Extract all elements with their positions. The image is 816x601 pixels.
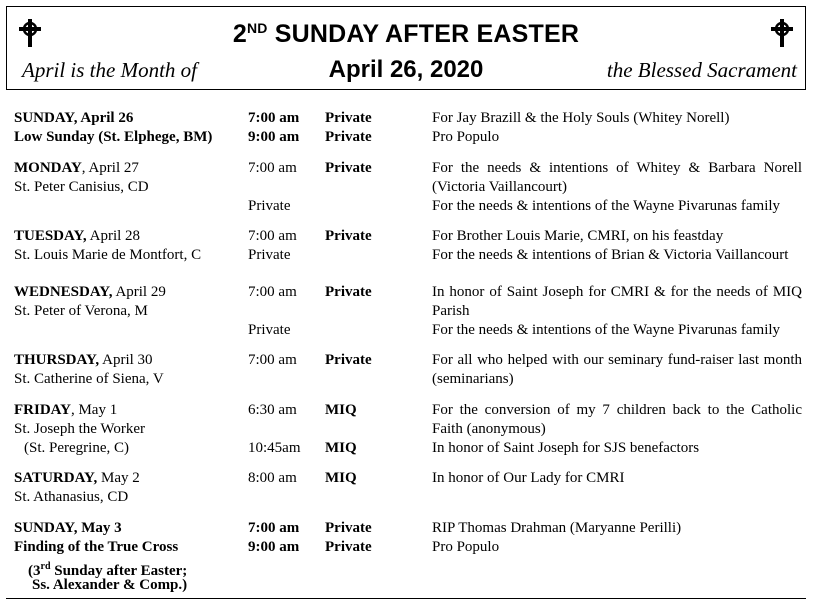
mass-time: 7:00 am (248, 110, 300, 126)
day-name: SATURDAY, May 2 (14, 470, 140, 486)
day-feast: St. Joseph the Worker (14, 421, 146, 437)
day-name: THURSDAY, April 30 (14, 352, 153, 368)
day-feast-secondary: (St. Peregrine, C) (24, 440, 129, 456)
day-feast: St. Catherine of Siena, V (14, 371, 164, 387)
mass-intention: For Brother Louis Marie, CMRI, on his feastday (432, 228, 724, 244)
day-feast-secondary: (3rd Sunday after Easter; (28, 561, 188, 579)
mass-intention: For the needs & intentions of the Wayne Pivarunas family (432, 322, 781, 338)
day-name: SUNDAY, May 3 (14, 520, 122, 536)
mass-intention: RIP Thomas Drahman (Maryanne Perilli) (432, 520, 682, 536)
mass-type: Private (325, 352, 372, 368)
mass-intention: For the conversion of my 7 children back to the Catholic Faith (anonymous) (432, 402, 802, 437)
mass-type: Private (325, 228, 372, 244)
mass-type: Private (325, 284, 372, 300)
bottom-divider (6, 598, 806, 599)
mass-intention: For Jay Brazill & the Holy Souls (Whitey Norell) (432, 110, 730, 126)
mass-type: Private (325, 129, 372, 145)
mass-type: MIQ (325, 402, 357, 418)
mass-time: 9:00 am (248, 539, 300, 555)
mass-time: 7:00 am (248, 520, 300, 536)
mass-time: 9:00 am (248, 129, 300, 145)
day-name: SUNDAY, April 26 (14, 110, 134, 126)
day-feast: St. Peter Canisius, CD (14, 179, 149, 195)
mass-intention: In honor of Saint Joseph for SJS benefactors (432, 440, 700, 456)
day-name: TUESDAY, April 28 (14, 228, 141, 244)
mass-type: Private (325, 110, 372, 126)
mass-time: Private (248, 198, 291, 214)
day-name: FRIDAY, May 1 (14, 402, 118, 418)
mass-time: Private (248, 322, 291, 338)
mass-time: 7:00 am (248, 284, 297, 300)
mass-time: 7:00 am (248, 352, 297, 368)
mass-intention: For all who helped with our seminary fund-raiser last month (seminarians) (432, 352, 802, 387)
day-feast: St. Louis Marie de Montfort, C (14, 247, 202, 263)
mass-intention: In honor of Saint Joseph for CMRI & for the needs of MIQ Parish (432, 284, 802, 319)
mass-intention: For the needs & intentions of the Wayne Pivarunas family (432, 198, 781, 214)
month-dedication-left: April is the Month of (22, 58, 197, 82)
mass-time: 10:45am (248, 440, 301, 456)
day-name: WEDNESDAY, April 29 (14, 284, 166, 300)
mass-intention: Pro Populo (432, 129, 500, 145)
day-feast: Low Sunday (St. Elphege, BM) (14, 129, 213, 145)
mass-intention: Pro Populo (432, 539, 500, 555)
day-feast: Finding of the True Cross (14, 539, 179, 555)
cross-icon (769, 19, 795, 47)
mass-type: MIQ (325, 440, 357, 456)
mass-intention: For the needs & intentions of Whitey & Barbara Norell (Victoria Vaillancourt) (432, 160, 802, 195)
mass-intention: In honor of Our Lady for CMRI (432, 470, 625, 486)
mass-time: 6:30 am (248, 402, 297, 418)
mass-time: 7:00 am (248, 228, 297, 244)
mass-time: 7:00 am (248, 160, 297, 176)
day-feast: St. Peter of Verona, M (14, 303, 148, 319)
mass-time: Private (248, 247, 291, 263)
bulletin-header (6, 6, 806, 90)
mass-time: 8:00 am (248, 470, 297, 486)
day-feast-tertiary: Ss. Alexander & Comp.) (32, 577, 188, 593)
bulletin-date: April 26, 2020 (328, 56, 484, 83)
day-feast: St. Athanasius, CD (14, 489, 129, 505)
mass-type: Private (325, 160, 372, 176)
day-name: MONDAY, April 27 (14, 160, 139, 176)
mass-type: Private (325, 539, 372, 555)
page-title: 2ND SUNDAY AFTER EASTER (232, 20, 580, 48)
month-dedication-right: the Blessed Sacrament (606, 58, 797, 82)
mass-type: Private (325, 520, 372, 536)
mass-intention: For the needs & intentions of Brian & Victoria Vaillancourt (432, 247, 789, 263)
mass-type: MIQ (325, 470, 357, 486)
